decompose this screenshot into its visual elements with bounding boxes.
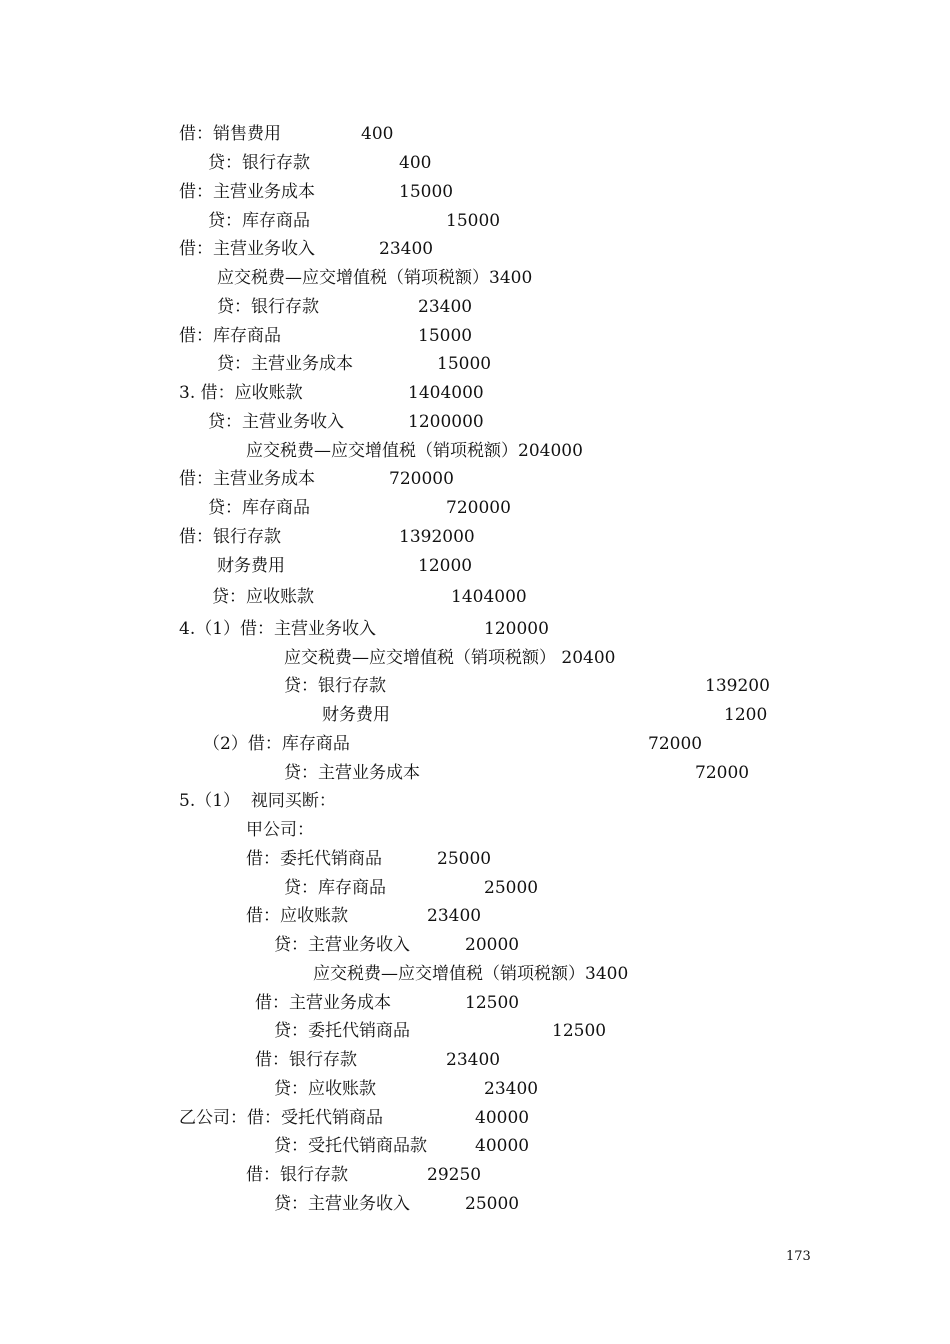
entry-amount: 12500 xyxy=(465,993,520,1013)
entry-amount: 72000 xyxy=(695,763,750,783)
entry-line: 贷：应收账款 xyxy=(274,1079,376,1099)
section-heading: 5.（1） 视同买断： xyxy=(179,791,336,811)
entry-line: 贷：应收账款 xyxy=(212,587,314,607)
entry-line: 贷：库存商品 xyxy=(208,211,310,231)
entry-amount: 1404000 xyxy=(451,587,527,607)
entry-amount: 400 xyxy=(361,124,394,144)
entry-line: 借：主营业务成本 xyxy=(179,182,315,202)
entry-amount: 15000 xyxy=(446,211,501,231)
entry-line: 借：主营业务成本 xyxy=(255,993,391,1013)
entry-amount: 12000 xyxy=(418,556,473,576)
entry-line: 借：应收账款 xyxy=(246,906,348,926)
entry-line: 应交税费—应交增值税（销项税额）3400 xyxy=(217,268,533,288)
entry-amount: 23400 xyxy=(446,1050,501,1070)
entry-amount: 23400 xyxy=(427,906,482,926)
entry-amount: 20000 xyxy=(465,935,520,955)
entry-line: 借：主营业务成本 xyxy=(179,469,315,489)
entry-amount: 29250 xyxy=(427,1165,482,1185)
entry-amount: 15000 xyxy=(399,182,454,202)
entry-line: 借：银行存款 xyxy=(179,527,281,547)
entry-amount: 40000 xyxy=(475,1136,530,1156)
entry-line: 财务费用 xyxy=(322,705,390,725)
entry-amount: 139200 xyxy=(705,676,770,696)
entry-amount: 720000 xyxy=(389,469,454,489)
entry-line: 3. 借：应收账款 xyxy=(179,383,303,403)
entry-line: 借：库存商品 xyxy=(179,326,281,346)
entry-amount: 1392000 xyxy=(399,527,475,547)
entry-line: 应交税费—应交增值税（销项税额）3400 xyxy=(313,964,629,984)
entry-amount: 120000 xyxy=(484,619,549,639)
entry-line: （2）借：库存商品 xyxy=(203,734,350,754)
page-number: 173 xyxy=(786,1249,811,1264)
entry-line: 贷：主营业务收入 xyxy=(208,412,344,432)
entry-amount: 23400 xyxy=(484,1079,539,1099)
entry-amount: 40000 xyxy=(475,1108,530,1128)
entry-amount: 23400 xyxy=(379,239,434,259)
entry-line: 借：银行存款 xyxy=(246,1165,348,1185)
entry-line: 贷：委托代销商品 xyxy=(274,1021,410,1041)
entry-amount: 400 xyxy=(399,153,432,173)
entry-line: 贷：银行存款 xyxy=(284,676,386,696)
entry-amount: 1404000 xyxy=(408,383,484,403)
entry-line: 借：主营业务收入 xyxy=(179,239,315,259)
entry-amount: 15000 xyxy=(418,326,473,346)
entry-line: 贷：主营业务收入 xyxy=(274,935,410,955)
entry-line: 应交税费—应交增值税（销项税额）204000 xyxy=(246,441,583,461)
entry-line: 乙公司：借：受托代销商品 xyxy=(179,1108,383,1128)
entry-amount: 720000 xyxy=(446,498,511,518)
entry-line: 贷：主营业务成本 xyxy=(284,763,420,783)
entry-line: 贷：主营业务收入 xyxy=(274,1194,410,1214)
entry-amount: 12500 xyxy=(552,1021,607,1041)
entry-line: 贷：库存商品 xyxy=(208,498,310,518)
entry-line: 贷：受托代销商品款 xyxy=(274,1136,427,1156)
entry-line: 贷：库存商品 xyxy=(284,878,386,898)
entry-line: 贷：主营业务成本 xyxy=(217,354,353,374)
entry-line: 贷：银行存款 xyxy=(208,153,310,173)
entry-amount: 72000 xyxy=(648,734,703,754)
entry-line: 借：委托代销商品 xyxy=(246,849,382,869)
entry-amount: 23400 xyxy=(418,297,473,317)
entry-amount: 1200000 xyxy=(408,412,484,432)
company-label: 甲公司： xyxy=(246,820,314,840)
entry-amount: 1200 xyxy=(724,705,768,725)
entry-amount: 25000 xyxy=(465,1194,520,1214)
entry-line: 财务费用 xyxy=(217,556,285,576)
entry-amount: 15000 xyxy=(437,354,492,374)
entry-line: 应交税费—应交增值税（销项税额） 20400 xyxy=(284,648,616,668)
entry-amount: 25000 xyxy=(484,878,539,898)
entry-line: 4.（1）借：主营业务收入 xyxy=(179,619,377,639)
entry-line: 借：银行存款 xyxy=(255,1050,357,1070)
entry-line: 借：销售费用 xyxy=(179,124,281,144)
entry-amount: 25000 xyxy=(437,849,492,869)
entry-line: 贷：银行存款 xyxy=(217,297,319,317)
